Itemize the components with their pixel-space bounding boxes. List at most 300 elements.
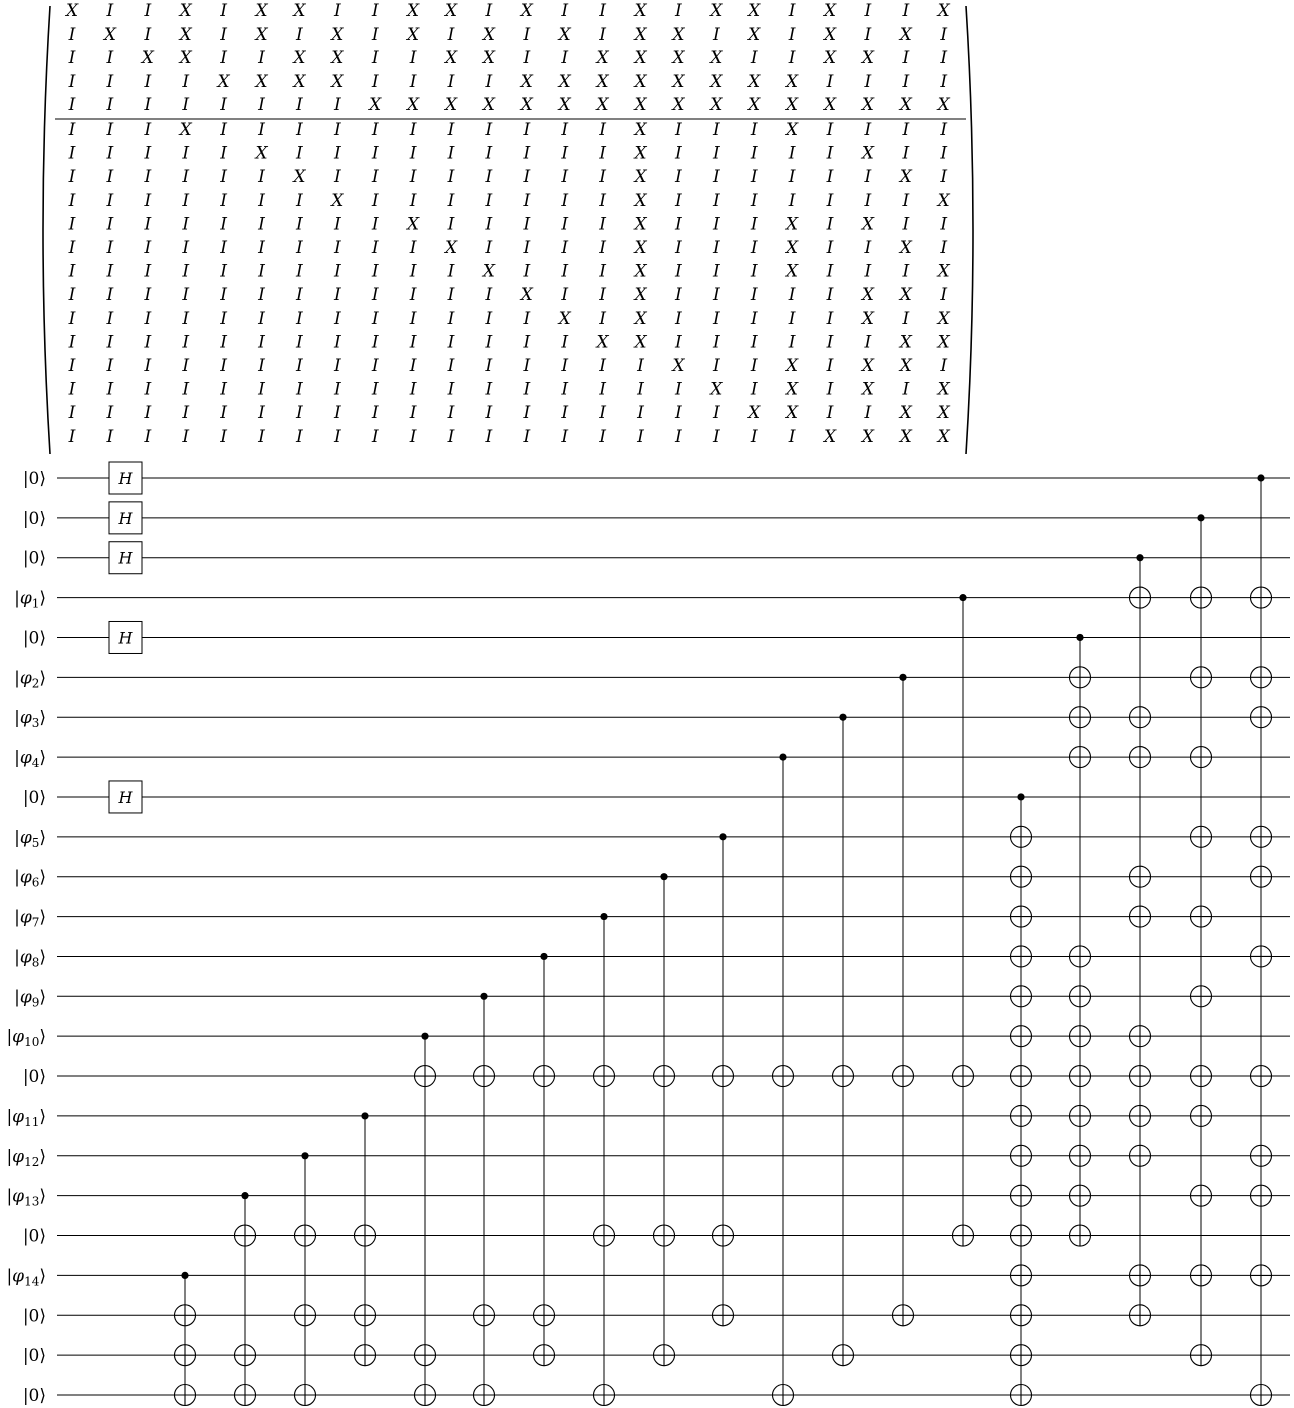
bottom-cell: I: [296, 285, 303, 306]
top-cell: X: [786, 72, 799, 92]
bottom-cell: I: [371, 261, 379, 282]
bottom-cell: I: [637, 403, 644, 424]
bottom-cell: I: [447, 190, 455, 211]
bottom-cell: I: [675, 261, 682, 282]
bottom-cell: I: [712, 285, 720, 306]
control-dot: [719, 833, 726, 840]
bottom-cell: I: [675, 143, 682, 164]
bottom-cell: I: [258, 379, 265, 400]
bottom-cell: I: [220, 167, 227, 188]
bottom-cell: X: [482, 261, 495, 282]
bottom-cell: I: [864, 238, 872, 258]
bottom-cell: X: [634, 238, 647, 258]
bottom-cell: I: [106, 214, 114, 235]
bottom-cell: I: [182, 403, 190, 424]
stabilizer-matrix: [43, 1, 973, 454]
bottom-cell: I: [523, 190, 531, 211]
bottom-cell: I: [750, 379, 758, 400]
bottom-cell: I: [637, 379, 644, 400]
top-cell: I: [258, 95, 265, 115]
bottom-cell: I: [371, 426, 379, 447]
top-cell: X: [444, 48, 458, 68]
control-dot: [301, 1152, 308, 1159]
top-cell: I: [144, 25, 152, 45]
bottom-cell: X: [634, 190, 647, 211]
hadamard-label: H: [118, 469, 133, 488]
bottom-cell: I: [371, 120, 379, 140]
bottom-cell: I: [220, 426, 227, 447]
bottom-cell: I: [675, 403, 682, 424]
bottom-cell: X: [937, 379, 950, 400]
top-cell: I: [523, 48, 531, 68]
bottom-cell: I: [523, 426, 531, 447]
bottom-cell: I: [371, 214, 379, 235]
bottom-cell: I: [523, 356, 531, 376]
top-cell: I: [447, 72, 455, 92]
top-cell: I: [561, 48, 569, 68]
bottom-cell: I: [371, 379, 379, 400]
bottom-cell: I: [106, 285, 114, 306]
bottom-cell: I: [68, 285, 76, 306]
control-dot: [1197, 514, 1204, 521]
top-cell: X: [899, 95, 912, 115]
hadamard-label: H: [118, 628, 133, 648]
top-cell: I: [409, 48, 417, 68]
bottom-cell: I: [788, 285, 796, 306]
top-cell: I: [371, 72, 379, 92]
top-cell: X: [710, 72, 723, 92]
top-cell: X: [710, 1, 723, 21]
bottom-cell: I: [599, 238, 606, 258]
bottom-cell: I: [333, 285, 341, 306]
bottom-cell: I: [333, 238, 341, 258]
top-cell: I: [333, 1, 341, 21]
bottom-cell: I: [296, 403, 303, 424]
bottom-cell: X: [634, 167, 647, 188]
bottom-cell: X: [937, 190, 950, 211]
bottom-cell: I: [750, 426, 758, 447]
bottom-cell: I: [561, 214, 569, 235]
bottom-cell: I: [220, 403, 227, 424]
bottom-cell: I: [447, 379, 455, 400]
wire-label: |0⟩: [22, 1067, 46, 1088]
wire-label: |0⟩: [22, 469, 46, 489]
bottom-cell: I: [561, 426, 569, 447]
top-cell: I: [68, 72, 76, 92]
bottom-cell: X: [899, 238, 912, 258]
bottom-cell: I: [409, 120, 417, 140]
bottom-cell: I: [561, 379, 569, 400]
bottom-cell: I: [258, 120, 265, 140]
bottom-cell: I: [371, 285, 379, 306]
bottom-cell: I: [144, 214, 152, 235]
bottom-cell: I: [144, 167, 152, 188]
control-dot: [959, 594, 966, 601]
bottom-cell: I: [409, 143, 417, 164]
bottom-cell: I: [561, 332, 569, 353]
bottom-cell: I: [447, 120, 455, 140]
top-cell: X: [823, 48, 837, 68]
top-cell: X: [293, 72, 306, 92]
bottom-cell: I: [144, 120, 152, 140]
top-cell: I: [220, 1, 227, 21]
top-cell: X: [634, 25, 647, 45]
top-cell: X: [672, 48, 685, 68]
top-cell: X: [407, 95, 420, 115]
hadamard-label: H: [118, 548, 133, 568]
bottom-cell: I: [561, 143, 569, 164]
control-dot: [1257, 474, 1264, 481]
bottom-cell: I: [68, 238, 76, 258]
top-cell: I: [220, 95, 227, 115]
wire-label: $|\varphi_9⟩$: [14, 987, 46, 1010]
bottom-cell: I: [296, 190, 303, 211]
bottom-cell: I: [485, 426, 493, 447]
bottom-cell: I: [599, 167, 606, 188]
bottom-cell: I: [182, 332, 190, 353]
bottom-cell: I: [182, 379, 190, 400]
bottom-cell: I: [599, 426, 606, 447]
bottom-cell: X: [861, 356, 874, 376]
wire-label: $|\varphi_{12}⟩$: [6, 1146, 46, 1169]
top-cell: X: [710, 95, 723, 115]
bottom-cell: I: [864, 261, 872, 282]
bottom-cell: I: [826, 120, 834, 140]
bottom-cell: I: [485, 190, 493, 211]
bottom-cell: I: [712, 190, 720, 211]
top-cell: I: [864, 25, 872, 45]
bottom-cell: I: [68, 403, 76, 424]
bottom-cell: I: [220, 379, 227, 400]
bottom-cell: I: [144, 308, 152, 329]
bottom-cell: I: [826, 356, 834, 376]
bottom-cell: I: [675, 308, 682, 329]
bottom-cell: I: [182, 308, 190, 329]
top-cell: I: [940, 48, 948, 68]
bottom-cell: I: [750, 167, 758, 188]
control-dot: [361, 1112, 368, 1119]
bottom-cell: I: [409, 238, 417, 258]
bottom-cell: X: [634, 214, 647, 235]
top-cell: I: [296, 95, 303, 115]
bottom-cell: I: [485, 214, 493, 235]
bottom-cell: I: [258, 238, 265, 258]
bottom-cell: I: [864, 190, 872, 211]
bottom-cell: I: [447, 214, 455, 235]
bottom-cell: X: [899, 426, 912, 447]
bottom-cell: X: [255, 143, 268, 164]
bottom-cell: I: [258, 332, 265, 353]
bottom-cell: I: [182, 143, 190, 164]
bottom-cell: I: [409, 167, 417, 188]
wire-label: $|\varphi_7⟩$: [14, 907, 46, 930]
bottom-cell: I: [447, 426, 455, 447]
bottom-cell: X: [634, 308, 647, 329]
bottom-cell: I: [220, 332, 227, 353]
bottom-cell: I: [333, 403, 341, 424]
bottom-cell: I: [333, 143, 341, 164]
bottom-cell: I: [712, 143, 720, 164]
bottom-cell: I: [409, 308, 417, 329]
bottom-cell: I: [940, 214, 948, 235]
bottom-cell: I: [902, 379, 910, 400]
bottom-cell: I: [447, 332, 455, 353]
bottom-cell: I: [68, 356, 76, 376]
bottom-cell: I: [371, 143, 379, 164]
control-dot: [1017, 793, 1024, 800]
bottom-cell: I: [409, 379, 417, 400]
wire-label: |0⟩: [22, 628, 46, 649]
bottom-cell: I: [296, 214, 303, 235]
top-cell: X: [331, 48, 344, 68]
top-cell: I: [144, 95, 152, 115]
bottom-cell: I: [485, 356, 493, 376]
bottom-cell: I: [258, 261, 265, 282]
top-cell: X: [217, 72, 230, 92]
bottom-cell: I: [523, 238, 531, 258]
bottom-cell: I: [940, 356, 948, 376]
bottom-cell: X: [861, 214, 874, 235]
bottom-cell: I: [258, 403, 265, 424]
top-cell: I: [258, 48, 265, 68]
bottom-cell: I: [68, 261, 76, 282]
top-cell: X: [596, 95, 609, 115]
bottom-cell: I: [182, 426, 190, 447]
bottom-cell: I: [826, 238, 834, 258]
wire-label: $|\varphi_{10}⟩$: [6, 1027, 46, 1050]
bottom-cell: I: [599, 285, 606, 306]
top-cell: X: [331, 25, 344, 45]
top-cell: I: [182, 72, 190, 92]
top-cell: X: [255, 72, 268, 92]
top-cell: X: [141, 48, 154, 68]
bottom-cell: I: [106, 379, 114, 400]
bottom-cell: I: [864, 403, 872, 424]
control-dot: [1136, 554, 1143, 561]
top-cell: X: [748, 72, 761, 92]
top-cell: X: [179, 25, 192, 45]
bottom-cell: I: [296, 356, 303, 376]
wire-label: $|\varphi_{11}⟩$: [6, 1106, 46, 1129]
bottom-cell: I: [296, 238, 303, 258]
bottom-cell: I: [675, 190, 682, 211]
top-cell: I: [599, 1, 606, 21]
bottom-cell: I: [750, 285, 758, 306]
top-cell: I: [144, 72, 152, 92]
bottom-cell: I: [296, 261, 303, 282]
bottom-cell: I: [523, 143, 531, 164]
bottom-cell: I: [220, 214, 227, 235]
bottom-cell: X: [861, 143, 874, 164]
wire-label: $|\varphi_1⟩$: [14, 588, 46, 611]
bottom-cell: I: [144, 190, 152, 211]
control-dot: [241, 1192, 248, 1199]
bottom-cell: X: [672, 356, 685, 376]
bottom-cell: I: [675, 238, 682, 258]
bottom-cell: I: [220, 190, 227, 211]
bottom-cell: I: [788, 308, 796, 329]
bottom-cell: I: [750, 143, 758, 164]
top-cell: I: [561, 1, 569, 21]
bottom-cell: I: [788, 167, 796, 188]
bottom-cell: I: [447, 285, 455, 306]
bottom-cell: I: [409, 426, 417, 447]
bottom-cell: X: [861, 308, 874, 329]
control-dot: [899, 674, 906, 681]
top-cell: X: [482, 95, 495, 115]
bottom-cell: I: [182, 261, 190, 282]
top-cell: X: [748, 1, 761, 21]
top-cell: X: [937, 1, 950, 21]
bottom-cell: I: [712, 120, 720, 140]
bottom-cell: I: [788, 332, 796, 353]
right-parenthesis: [966, 6, 973, 454]
bottom-cell: I: [712, 261, 720, 282]
bottom-cell: I: [144, 356, 152, 376]
bottom-cell: I: [675, 214, 682, 235]
bottom-cell: X: [786, 238, 799, 258]
top-cell: I: [485, 72, 493, 92]
bottom-cell: I: [106, 426, 114, 447]
bottom-cell: I: [333, 426, 341, 447]
top-cell: X: [786, 95, 799, 115]
bottom-cell: I: [485, 238, 493, 258]
top-cell: I: [106, 1, 114, 21]
top-cell: X: [634, 1, 647, 21]
bottom-cell: I: [296, 120, 303, 140]
top-cell: X: [899, 25, 912, 45]
bottom-cell: I: [68, 214, 76, 235]
bottom-cell: I: [826, 308, 834, 329]
top-cell: X: [823, 95, 837, 115]
bottom-cell: I: [675, 167, 682, 188]
bottom-cell: I: [902, 120, 910, 140]
bottom-cell: I: [940, 167, 948, 188]
bottom-cell: I: [68, 379, 76, 400]
top-cell: X: [672, 72, 685, 92]
bottom-cell: I: [599, 143, 606, 164]
bottom-cell: X: [861, 285, 874, 306]
hadamard-label: H: [118, 787, 133, 807]
bottom-cell: X: [331, 190, 344, 211]
wire-label: |0⟩: [22, 508, 46, 529]
bottom-cell: X: [786, 261, 799, 282]
top-cell: I: [106, 72, 114, 92]
bottom-cell: I: [333, 167, 341, 188]
bottom-cell: I: [599, 403, 606, 424]
bottom-cell: I: [750, 190, 758, 211]
bottom-cell: I: [296, 143, 303, 164]
bottom-cell: I: [599, 214, 606, 235]
bottom-cell: I: [296, 308, 303, 329]
top-cell: I: [864, 72, 872, 92]
top-cell: X: [444, 1, 458, 21]
bottom-cell: I: [68, 332, 76, 353]
bottom-cell: I: [220, 238, 227, 258]
bottom-cell: I: [712, 238, 720, 258]
bottom-cell: X: [861, 426, 874, 447]
top-cell: I: [220, 25, 227, 45]
top-cell: X: [861, 48, 874, 68]
bottom-cell: I: [409, 190, 417, 211]
top-cell: I: [902, 72, 910, 92]
top-cell: X: [748, 95, 761, 115]
top-cell: I: [712, 25, 720, 45]
bottom-cell: I: [523, 167, 531, 188]
bottom-cell: I: [371, 238, 379, 258]
bottom-cell: I: [485, 167, 493, 188]
top-cell: I: [371, 1, 379, 21]
bottom-cell: I: [447, 403, 455, 424]
bottom-cell: I: [712, 308, 720, 329]
top-cell: X: [255, 1, 268, 21]
bottom-cell: X: [558, 308, 571, 329]
bottom-cell: I: [333, 356, 341, 376]
bottom-cell: I: [68, 143, 76, 164]
bottom-cell: I: [599, 356, 606, 376]
bottom-cell: I: [561, 285, 569, 306]
bottom-cell: I: [409, 261, 417, 282]
bottom-cell: I: [599, 190, 606, 211]
bottom-cell: X: [634, 261, 647, 282]
top-cell: X: [255, 25, 268, 45]
left-parenthesis: [43, 6, 50, 454]
bottom-cell: I: [68, 308, 76, 329]
bottom-cell: I: [750, 214, 758, 235]
bottom-cell: X: [786, 379, 799, 400]
top-cell: X: [558, 95, 571, 115]
bottom-cell: I: [144, 332, 152, 353]
top-cell: X: [710, 48, 723, 68]
bottom-cell: I: [220, 285, 227, 306]
bottom-cell: I: [182, 214, 190, 235]
control-dot: [660, 873, 667, 880]
wire-label: |0⟩: [22, 1346, 46, 1367]
bottom-cell: I: [561, 167, 569, 188]
top-cell: I: [371, 25, 379, 45]
bottom-cell: X: [710, 379, 723, 400]
bottom-cell: I: [940, 143, 948, 164]
top-cell: X: [179, 48, 192, 68]
bottom-cell: I: [220, 261, 227, 282]
control-dot: [839, 714, 846, 721]
top-cell: I: [864, 1, 872, 21]
bottom-cell: I: [106, 403, 114, 424]
top-cell: X: [369, 95, 382, 115]
bottom-cell: X: [786, 403, 799, 424]
bottom-cell: I: [220, 120, 227, 140]
top-cell: X: [634, 72, 647, 92]
bottom-cell: I: [371, 167, 379, 188]
bottom-cell: I: [826, 167, 834, 188]
bottom-cell: I: [333, 214, 341, 235]
bottom-cell: I: [182, 285, 190, 306]
bottom-cell: X: [861, 379, 874, 400]
bottom-cell: I: [940, 238, 948, 258]
bottom-cell: X: [634, 285, 647, 306]
bottom-cell: I: [523, 214, 531, 235]
bottom-cell: X: [899, 356, 912, 376]
bottom-cell: X: [899, 285, 912, 306]
bottom-cell: I: [220, 143, 227, 164]
bottom-cell: I: [523, 120, 531, 140]
bottom-cell: I: [675, 379, 682, 400]
top-cell: I: [333, 95, 341, 115]
bottom-cell: I: [523, 308, 531, 329]
top-cell: X: [520, 72, 533, 92]
top-cell: X: [331, 72, 344, 92]
bottom-cell: I: [447, 261, 455, 282]
